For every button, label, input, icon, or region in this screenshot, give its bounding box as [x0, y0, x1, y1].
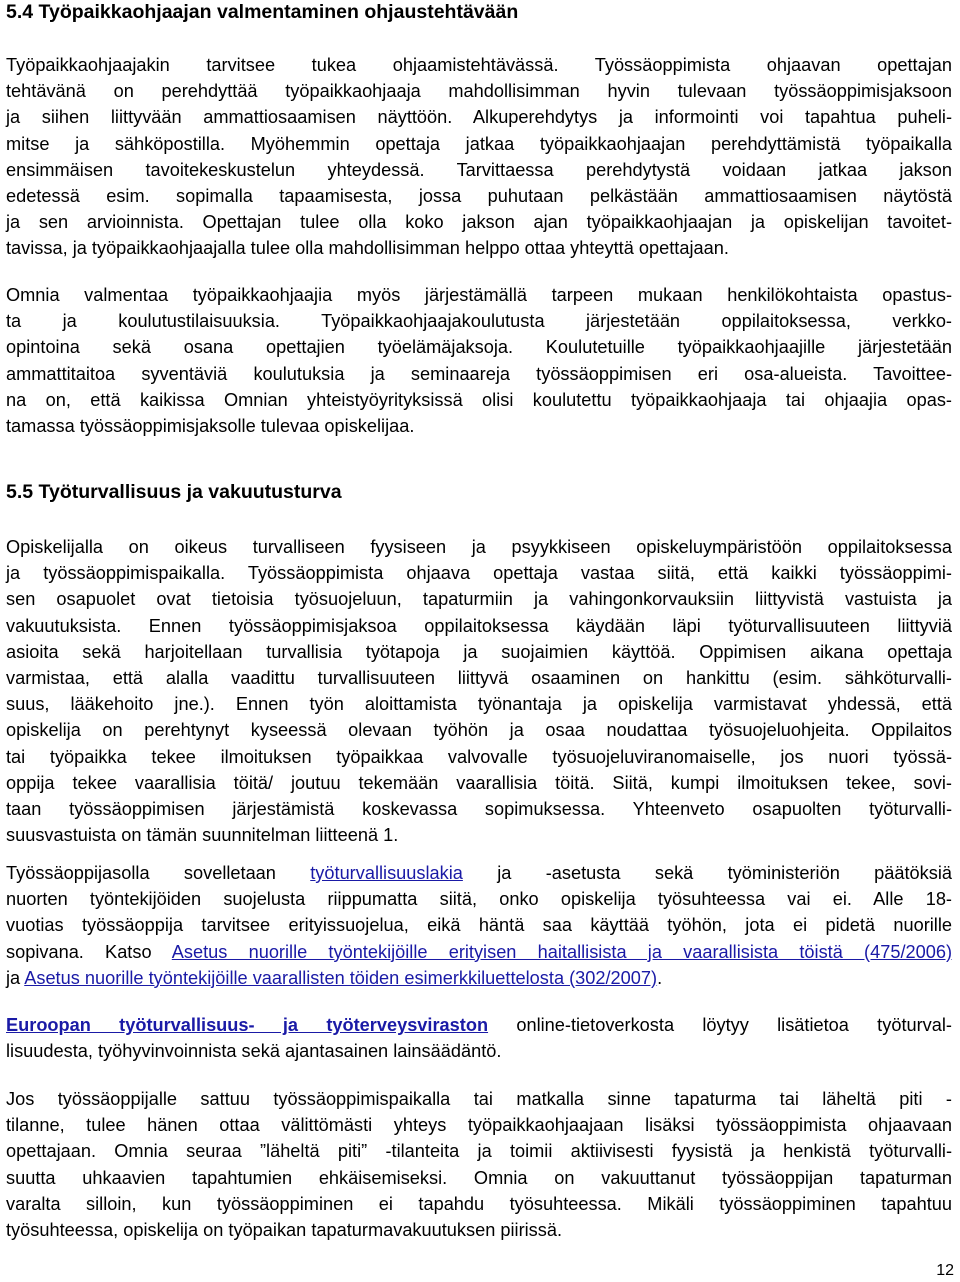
- text-line: ja siihen liittyvään ammattiosaamisen näyttöön. Alkuperehdytys ja informointi voi tapahtua puheli-: [6, 107, 952, 128]
- text-line: suutta uhkaavien tapahtumien ehkäisemiseksi. Omnia on vakuuttanut työssäoppijan tapaturman: [6, 1167, 952, 1188]
- paragraph-eu-osha: [6, 1012, 952, 1064]
- paragraph-safe-environment: [6, 534, 952, 848]
- text-line: ensimmäisen tavoitekeskustelun yhteydessä. Tarvittaessa perehdytystä voidaan jatkaa jakson: [6, 159, 952, 180]
- text-line: työsuhteessa, opiskelija on työpaikan tapaturmavakuutuksen piirissä.: [6, 1220, 563, 1241]
- text-line: tamassa työssäoppimisjaksolle tulevaa opiskelijaa.: [6, 416, 415, 437]
- text-segment: ja: [6, 967, 25, 988]
- text-segment: sopivana. Katso: [6, 941, 172, 962]
- text-line: lisuudesta, työhyvinvoinnista sekä ajantasainen lainsäädäntö.: [6, 1041, 502, 1062]
- text-line: tehtävänä on perehdyttää työpaikkaohjaaja mahdollisimman hyvin tulevaan työssäoppimisjaksoon: [6, 81, 952, 102]
- text-line: opintoina sekä osana opettajien työelämäjaksoja. Koulutetuille työpaikkaohjaajille järjestetään: [6, 337, 952, 358]
- text-segment: .: [657, 967, 663, 988]
- text-line: suus, lääkehoito jne.). Ennen työn aloittamista työnantaja ja opiskelija varmistavat yhdessä, että: [6, 694, 952, 715]
- text-line: edetessä esim. sopimalla tapaamisesta, jossa puhutaan pelkästään ammattiosaamisen näytöstä: [6, 186, 952, 207]
- text-line: [6, 860, 952, 886]
- text-line: tilanne, tulee hänen ottaa välittömästi yhteys työpaikkaohjaajaan lisäksi työssäoppimista ohjaavaan: [6, 1115, 952, 1136]
- text-line: [6, 939, 952, 965]
- paragraph-accidents: [6, 1086, 952, 1243]
- text-line: na on, että kaikissa Omnian yhteistyöyrityksissä olisi koulutettu työpaikkaohjaaja tai ohjaajia opas-: [6, 389, 952, 410]
- text-line: nuorten työntekijöiden suojelusta riippumatta siitä, onko opiskelija työsuhteessa vai ei. Alle 18-: [6, 889, 952, 910]
- link-decree-475-2006[interactable]: Asetus nuorille työntekijöille erityisen haitallisista ja vaarallisista töistä (475/2006): [171, 941, 953, 962]
- page-number: 12: [936, 1262, 954, 1279]
- link-occupational-safety-act[interactable]: työturvallisuuslakia: [310, 863, 463, 883]
- text-line: Työpaikkaohjaajakin tarvitsee tukea ohjaamistehtävässä. Työssäoppimista ohjaavan opettajan: [6, 55, 952, 75]
- text-line: tai työpaikka tekee ilmoituksen työpaikkaa valvovalle työsuojeluviranomaiselle, jos nuori työssä-: [6, 746, 952, 767]
- text-line: vuotias työssäoppija tarvitsee erityissuojelua, eikä häntä saa käyttää työhön, jota ei pidetä nuorille: [6, 915, 952, 936]
- text-line: ja sen arvioinnista. Opettajan tulee olla koko jakson ajan työpaikkaohjaajan ja opiskelijan tavoitet-: [6, 212, 952, 233]
- text-line: ja työssäoppimispaikalla. Työssäoppimista ohjaava opettaja vastaa siitä, että kaikki työssäoppimi-: [6, 563, 952, 584]
- text-segment: online-tietoverkosta löytyy lisätietoa työturval-: [488, 1015, 952, 1035]
- text-line: tavissa, ja työpaikkaohjaajalla tulee olla mahdollisimman helppo ottaa yhteyttä opettajaan.: [6, 238, 729, 259]
- text-segment: Työssäoppijasolla sovelletaan: [6, 863, 311, 883]
- text-line: oppija tekee vaarallisia töitä/ joutuu tekemään vaarallisia töitä. Siitä, kumpi ilmoituksen tekee, sovi-: [6, 772, 952, 793]
- text-line: [6, 965, 952, 991]
- text-line: suusvastuista on tämän suunnitelman liitteenä 1.: [6, 825, 399, 846]
- text-line: ta ja koulutustilaisuuksia. Työpaikkaohjaajakoulutusta järjestetään oppilaitoksessa, verkko-: [6, 311, 952, 332]
- text-line: varmistaa, että alalla vaadittu turvallisuuteen liittyvä osaaminen on hankittu (esim. sähköturvalli-: [6, 668, 952, 689]
- text-line: opiskelija on perehtynyt kyseessä olevaan työhön ja osaa noudattaa työsuojeluohjeita. Oppilaitos: [6, 720, 952, 741]
- section-heading-5-5: 5.5 Työturvallisuus ja vakuutusturva: [6, 481, 342, 503]
- section-heading-5-4: 5.4 Työpaikkaohjaajan valmentaminen ohjaustehtävään: [6, 1, 519, 23]
- text-line: [6, 1012, 952, 1038]
- link-eu-osha[interactable]: Euroopan työturvallisuus- ja työterveysviraston: [6, 1015, 489, 1035]
- link-decree-302-2007[interactable]: Asetus nuorille työntekijöille vaarallisten töiden esimerkkiluettelosta (302/2007): [24, 967, 658, 988]
- paragraph-omnia-training: [6, 282, 952, 439]
- text-segment: ja -asetusta sekä työministeriön päätöksiä: [462, 863, 952, 883]
- text-line: ammattitaitoa syventäviä koulutuksia ja seminaareja työssäoppimisen eri osa-alueista. Tavoittee-: [6, 363, 952, 384]
- text-line: mitse ja sähköpostilla. Myöhemmin opettaja jatkaa työpaikkaohjaajan perehdyttämistä työpaikalla: [6, 133, 952, 154]
- text-line: vakuutuksista. Ennen työssäoppimisjaksoa oppilaitoksessa käydään läpi työturvallisuuteen liittyviä: [6, 615, 952, 636]
- paragraph-workplace-instructor-training: [6, 52, 952, 262]
- paragraph-legislation: [6, 860, 952, 991]
- text-line: sen osapuolet ovat tietoisia työsuojeluun, tapaturmiin ja vahingonkorvauksiin liittyvistä vastuista ja: [6, 589, 952, 610]
- text-line: varalta silloin, kun työssäoppiminen ei tapahdu työsuhteessa. Mikäli työssäoppiminen tapahtuu: [6, 1193, 952, 1214]
- text-line: Jos työssäoppijalle sattuu työssäoppimispaikalla tai matkalla sinne tapaturma tai läheltä piti -: [6, 1089, 952, 1109]
- text-line: asioita sekä harjoitellaan turvallisia työtapoja ja suojaimien käyttöä. Oppimisen aikana opettaja: [6, 641, 952, 662]
- text-line: Opiskelijalla on oikeus turvalliseen fyysiseen ja psyykkiseen opiskeluympäristöön oppilaitoksessa: [6, 537, 952, 557]
- text-line: taan työssäoppimisen järjestämistä koskevassa sopimuksessa. Yhteenveto osapuolten työturvalli-: [6, 799, 952, 820]
- text-line: Omnia valmentaa työpaikkaohjaajia myös järjestämällä tarpeen mukaan henkilökohtaista opastus-: [6, 285, 952, 305]
- text-line: opettajaan. Omnia seuraa ”läheltä piti” -tilanteita ja toimii aktiivisesti fyysistä ja henkistä työturvalli-: [6, 1141, 952, 1162]
